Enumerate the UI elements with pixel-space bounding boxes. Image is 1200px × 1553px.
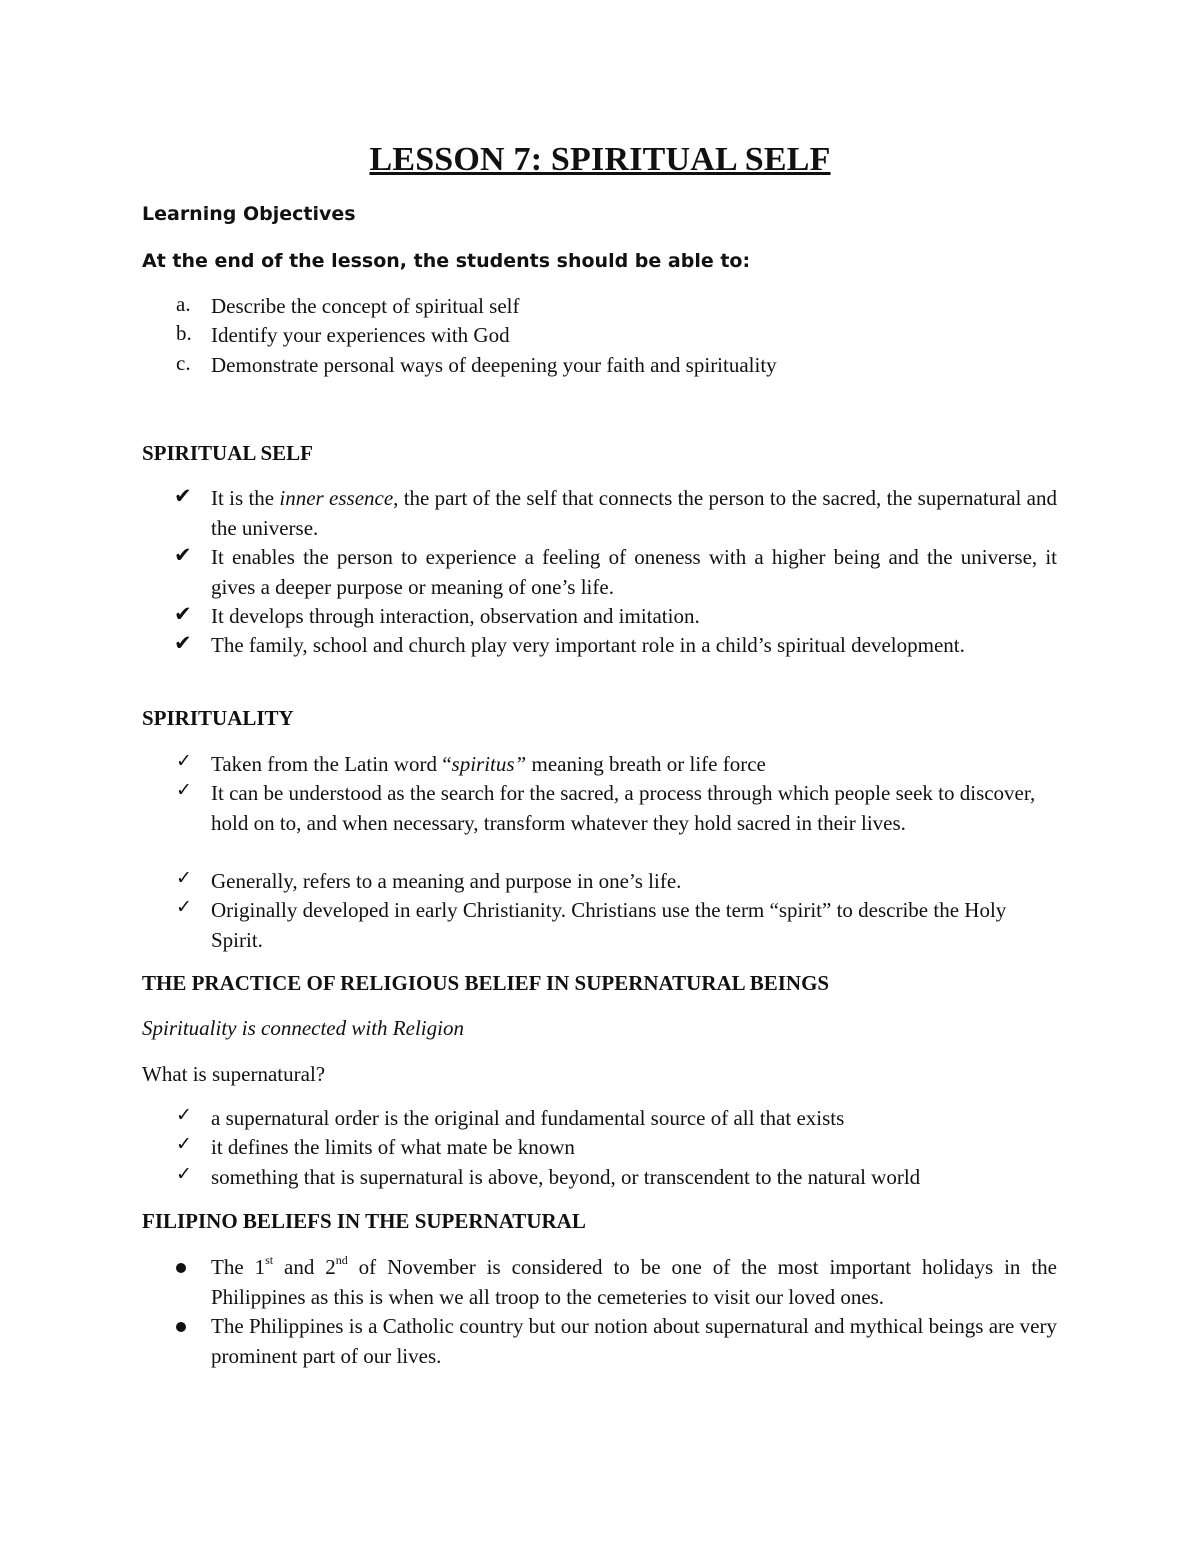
emphasis-text: inner essence — [279, 486, 394, 510]
objective-text: Demonstrate personal ways of deepening your faith and spirituality — [211, 353, 777, 377]
list-item-text: The 1st and 2nd of November is considered to be one of the most important holidays in the Philippines as this is when we all troop to the cemeteries to visit our loved ones. — [211, 1253, 1057, 1309]
bullet-dot-icon — [176, 1263, 186, 1273]
spiritual-self-heading: SPIRITUAL SELF — [142, 441, 313, 465]
objective-text: Describe the concept of spiritual self — [211, 294, 520, 318]
heavy-check-icon: ✔ — [174, 543, 192, 567]
heavy-check-icon: ✔ — [174, 602, 192, 626]
practice-heading: THE PRACTICE OF RELIGIOUS BELIEF IN SUPERNATURAL BEINGS — [142, 971, 830, 995]
emphasis-text: spiritus” — [451, 752, 527, 776]
objective-text: Identify your experiences with God — [211, 323, 510, 347]
check-icon: ✓ — [176, 1133, 192, 1155]
heavy-check-icon: ✔ — [174, 484, 192, 508]
list-item-text: Taken from the Latin word “spiritus” meaning breath or life force — [211, 752, 766, 776]
page-title: LESSON 7: SPIRITUAL SELF — [369, 141, 831, 178]
list-item-text: Generally, refers to a meaning and purpose in one’s life. — [211, 869, 682, 893]
list-item-text: The Philippines is a Catholic country but our notion about supernatural and mythical beings are very prominent part of our lives. — [211, 1314, 1057, 1368]
list-marker: c. — [176, 351, 191, 375]
list-item-text: It enables the person to experience a feeling of oneness with a higher being and the universe, it gives a deeper purpose or meaning of one’s life. — [211, 545, 1057, 599]
check-icon: ✓ — [176, 867, 192, 889]
bullet-dot-icon — [176, 1322, 186, 1332]
objectives-intro: At the end of the lesson, the students should be able to: — [142, 250, 751, 272]
check-icon: ✓ — [176, 750, 192, 772]
check-icon: ✓ — [176, 1104, 192, 1126]
practice-subheading: Spirituality is connected with Religion — [142, 1016, 464, 1040]
list-item-text: a supernatural order is the original and fundamental source of all that exists — [211, 1106, 845, 1130]
check-icon: ✓ — [176, 779, 192, 801]
list-item-text: It can be understood as the search for the sacred, a process through which people seek to discover, hold on to, and when necessary, transform whatever they hold sacred in their lives. — [211, 781, 1036, 835]
list-marker: a. — [176, 292, 191, 316]
check-icon: ✓ — [176, 1163, 192, 1185]
spirituality-heading: SPIRITUALITY — [142, 706, 294, 730]
heavy-check-icon: ✔ — [174, 631, 192, 655]
list-item-text: something that is supernatural is above, beyond, or transcendent to the natural world — [211, 1165, 921, 1189]
list-item-text: Originally developed in early Christianity. Christians use the term “spirit” to describe the Holy Spirit. — [211, 898, 1007, 952]
list-marker: b. — [176, 321, 192, 345]
check-icon: ✓ — [176, 896, 192, 918]
list-item-text: it defines the limits of what mate be known — [211, 1135, 575, 1159]
filipino-heading: FILIPINO BELIEFS IN THE SUPERNATURAL — [142, 1209, 586, 1233]
list-item-text: It is the inner essence, the part of the self that connects the person to the sacred, the supernatural and the universe. — [211, 486, 1057, 540]
practice-question: What is supernatural? — [142, 1062, 326, 1086]
list-item-text: It develops through interaction, observation and imitation. — [211, 604, 700, 628]
list-item-text: The family, school and church play very important role in a child’s spiritual development. — [211, 633, 965, 657]
objectives-heading: Learning Objectives — [142, 203, 356, 225]
